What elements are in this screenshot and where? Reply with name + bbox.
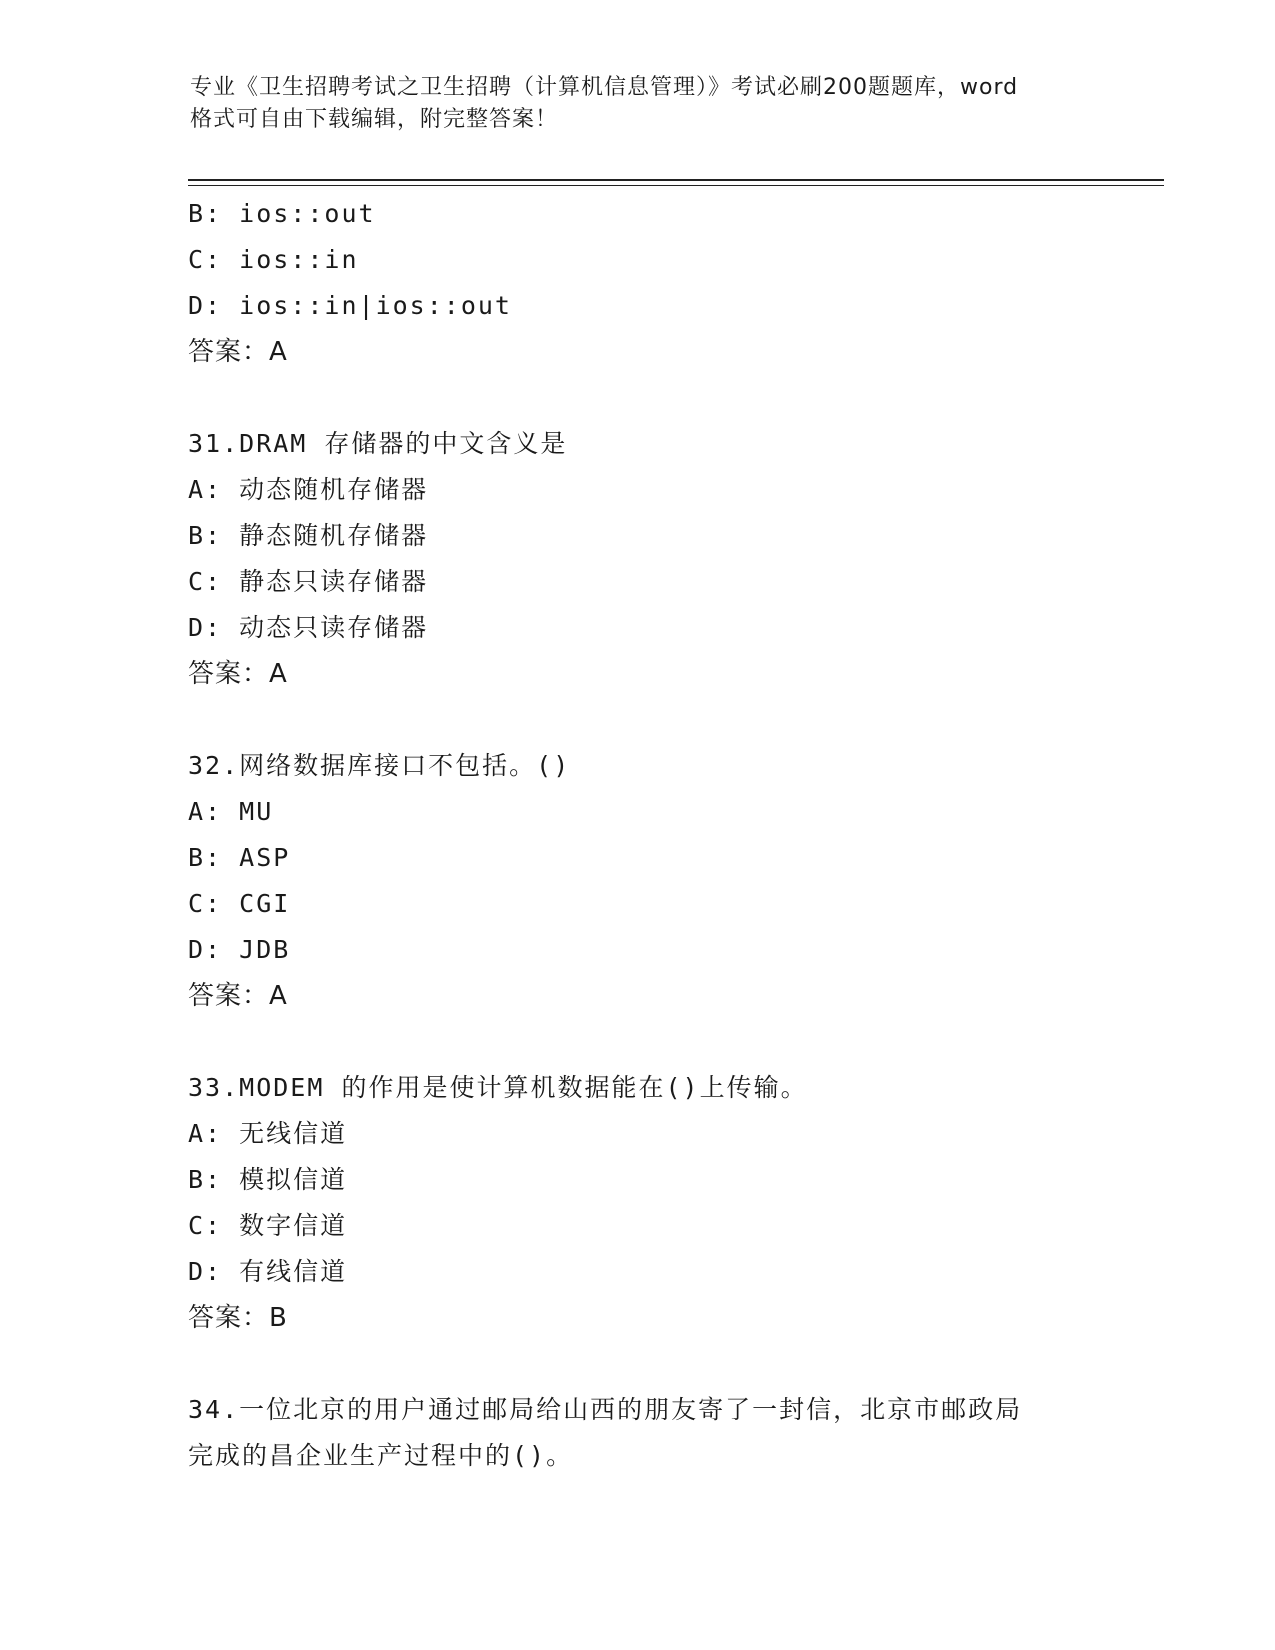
question-stem: 32.网络数据库接口不包括。() <box>188 751 571 780</box>
option-c: C: 数字信道 <box>188 1211 348 1240</box>
question-stem-line1: 34.一位北京的用户通过邮局给山西的朋友寄了一封信，北京市邮政局 <box>188 1395 1023 1424</box>
question-stem: 33.MODEM 的作用是使计算机数据能在()上传输。 <box>188 1073 808 1102</box>
document-header <box>190 72 1090 136</box>
question-block-34 <box>188 1387 1148 1479</box>
spacer <box>188 1019 1148 1065</box>
answer-label: 答案：B <box>188 1303 288 1333</box>
spacer <box>188 697 1148 743</box>
header-divider-thick <box>188 179 1164 181</box>
question-block-32 <box>188 743 1148 1019</box>
question-stem-line2: 完成的昌企业生产过程中的()。 <box>188 1441 574 1470</box>
header-divider-thin <box>188 185 1164 186</box>
header-title-line1: 专业《卫生招聘考试之卫生招聘（计算机信息管理）》考试必刷200题题库，word <box>190 75 1019 100</box>
question-block-prev <box>188 191 1148 375</box>
option-b: B: ios::out <box>188 199 376 228</box>
question-stem: 31.DRAM 存储器的中文含义是 <box>188 429 568 458</box>
question-block-31 <box>188 421 1148 697</box>
option-a: A: MU <box>188 797 274 826</box>
answer-label: 答案：A <box>188 981 288 1011</box>
option-d: D: JDB <box>188 935 291 964</box>
option-c: C: ios::in <box>188 245 359 274</box>
option-a: A: 无线信道 <box>188 1119 348 1148</box>
option-a: A: 动态随机存储器 <box>188 475 429 504</box>
spacer <box>188 375 1148 421</box>
option-b: B: ASP <box>188 843 291 872</box>
option-c: C: 静态只读存储器 <box>188 567 429 596</box>
option-c: C: CGI <box>188 889 291 918</box>
option-b: B: 模拟信道 <box>188 1165 348 1194</box>
option-d: D: ios::in|ios::out <box>188 291 512 320</box>
answer-label: 答案：A <box>188 337 288 367</box>
option-d: D: 动态只读存储器 <box>188 613 429 642</box>
header-title-line2: 格式可自由下载编辑，附完整答案！ <box>190 107 559 132</box>
option-b: B: 静态随机存储器 <box>188 521 429 550</box>
question-list <box>188 191 1148 1479</box>
spacer <box>188 1341 1148 1387</box>
option-d: D: 有线信道 <box>188 1257 348 1286</box>
question-block-33 <box>188 1065 1148 1341</box>
answer-label: 答案：A <box>188 659 288 689</box>
